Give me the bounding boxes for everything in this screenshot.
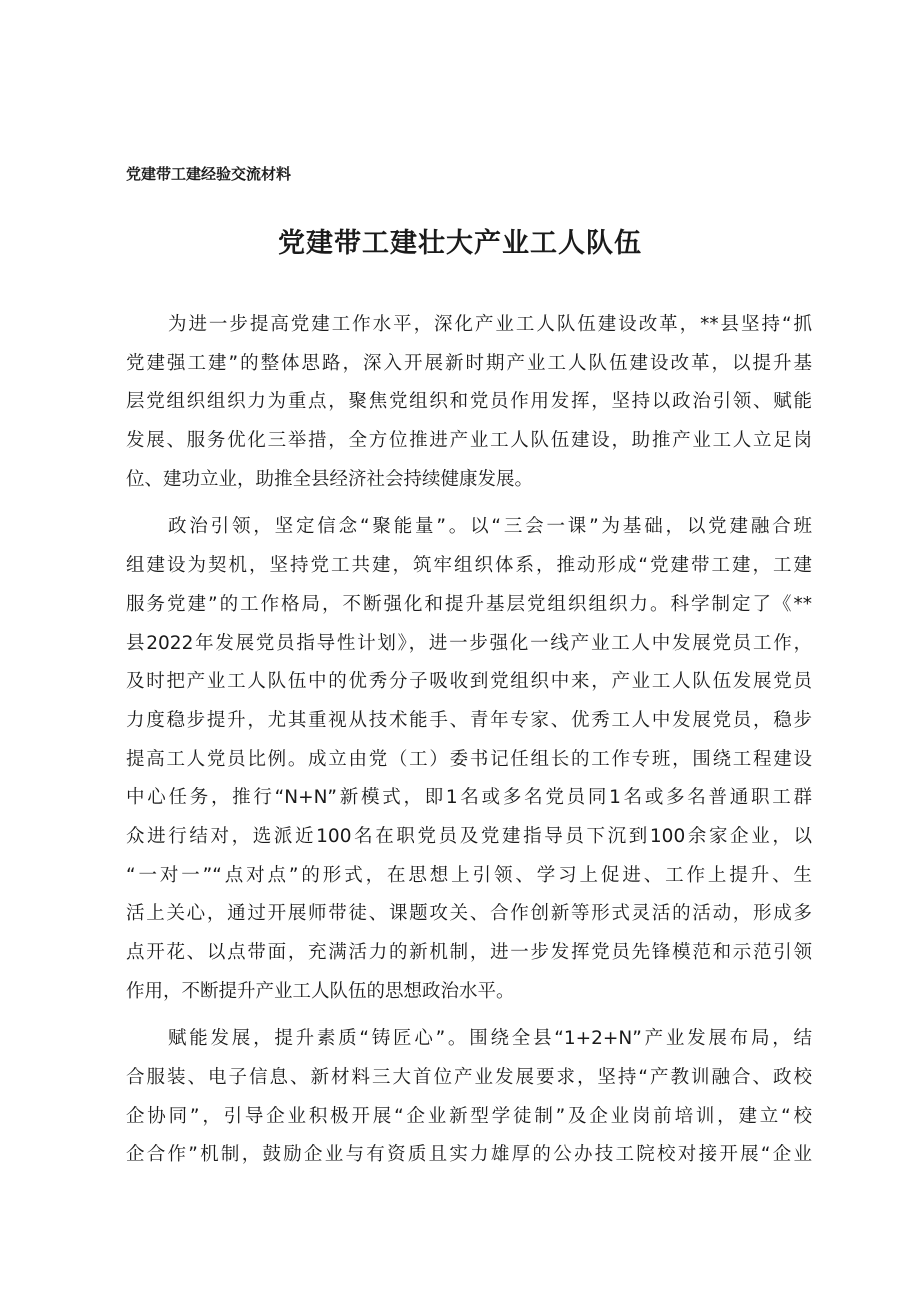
text-line: 赋能发展，提升素质“铸匠心”。围绕全县“1+2+N”产业发展布局，结 xyxy=(168,1028,812,1050)
text-line: “一对一”“点对点”的形式，在思想上引领、学习上促进、工作上提升、生 xyxy=(126,864,812,886)
document-title: 党建带工建壮大产业工人队伍 xyxy=(278,228,642,259)
text-line: 发展、服务优化三举措，全方位推进产业工人队伍建设，助推产业工人立足岗 xyxy=(126,430,812,452)
text-line: 县2022年发展党员指导性计划》，进一步强化一线产业工人中发展党员工作， xyxy=(126,632,812,654)
text-line: 企合作”机制，鼓励企业与有资质且实力雄厚的公办技工院校对接开展“企业 xyxy=(126,1144,812,1166)
text-line: 组建设为契机，坚持党工共建，筑牢组织体系，推动形成“党建带工建，工建 xyxy=(126,555,812,577)
text-line: 提高工人党员比例。成立由党（工）委书记任组长的工作专班，围绕工程建设 xyxy=(126,748,812,770)
paragraph xyxy=(126,306,812,499)
text-line: 力度稳步提升，尤其重视从技术能手、青年专家、优秀工人中发展党员，稳步 xyxy=(126,709,812,731)
text-line: 为进一步提高党建工作水平，深化产业工人队伍建设改革，**县坚持“抓 xyxy=(168,314,812,335)
text-line: 点开花、以点带面，充满活力的新机制，进一步发挥党员先锋模范和示范引领 xyxy=(126,942,812,963)
text-line: 企协同”，引导企业积极开展“企业新型学徒制”及企业岗前培训，建立“校 xyxy=(126,1105,812,1127)
text-line: 众进行结对，选派近100名在职党员及党建指导员下沉到100余家企业，以 xyxy=(126,825,812,847)
text-line: 中心任务，推行“N+N”新模式，即1名或多名党员同1名或多名普通职工群 xyxy=(126,787,812,809)
text-line: 政治引领，坚定信念“聚能量”。以“三会一课”为基础，以党建融合班 xyxy=(168,516,812,538)
text-line: 活上关心，通过开展师带徒、课题攻关、合作创新等形式灵活的活动，形成多 xyxy=(126,903,812,925)
text-line: 位、建功立业，助推全县经济社会持续健康发展。 xyxy=(126,468,534,490)
document-header-label: 党建带工建经验交流材料 xyxy=(126,165,292,183)
text-line: 合服装、电子信息、新材料三大首位产业发展要求，坚持“产教训融合、政校 xyxy=(126,1067,812,1089)
document-body xyxy=(126,306,812,1175)
text-line: 层党组织组织力为重点，聚焦党组织和党员作用发挥，坚持以政治引领、赋能 xyxy=(126,391,812,413)
text-line: 作用，不断提升产业工人队伍的思想政治水平。 xyxy=(126,980,515,1002)
paragraph xyxy=(126,1020,812,1175)
text-line: 服务党建”的工作格局，不断强化和提升基层党组织组织力。科学制定了《** xyxy=(126,593,812,615)
text-line: 党建强工建”的整体思路，深入开展新时期产业工人队伍建设改革，以提升基 xyxy=(126,352,812,374)
text-line: 及时把产业工人队伍中的优秀分子吸收到党组织中来，产业工人队伍发展党员 xyxy=(126,671,812,693)
paragraph xyxy=(126,508,812,1011)
